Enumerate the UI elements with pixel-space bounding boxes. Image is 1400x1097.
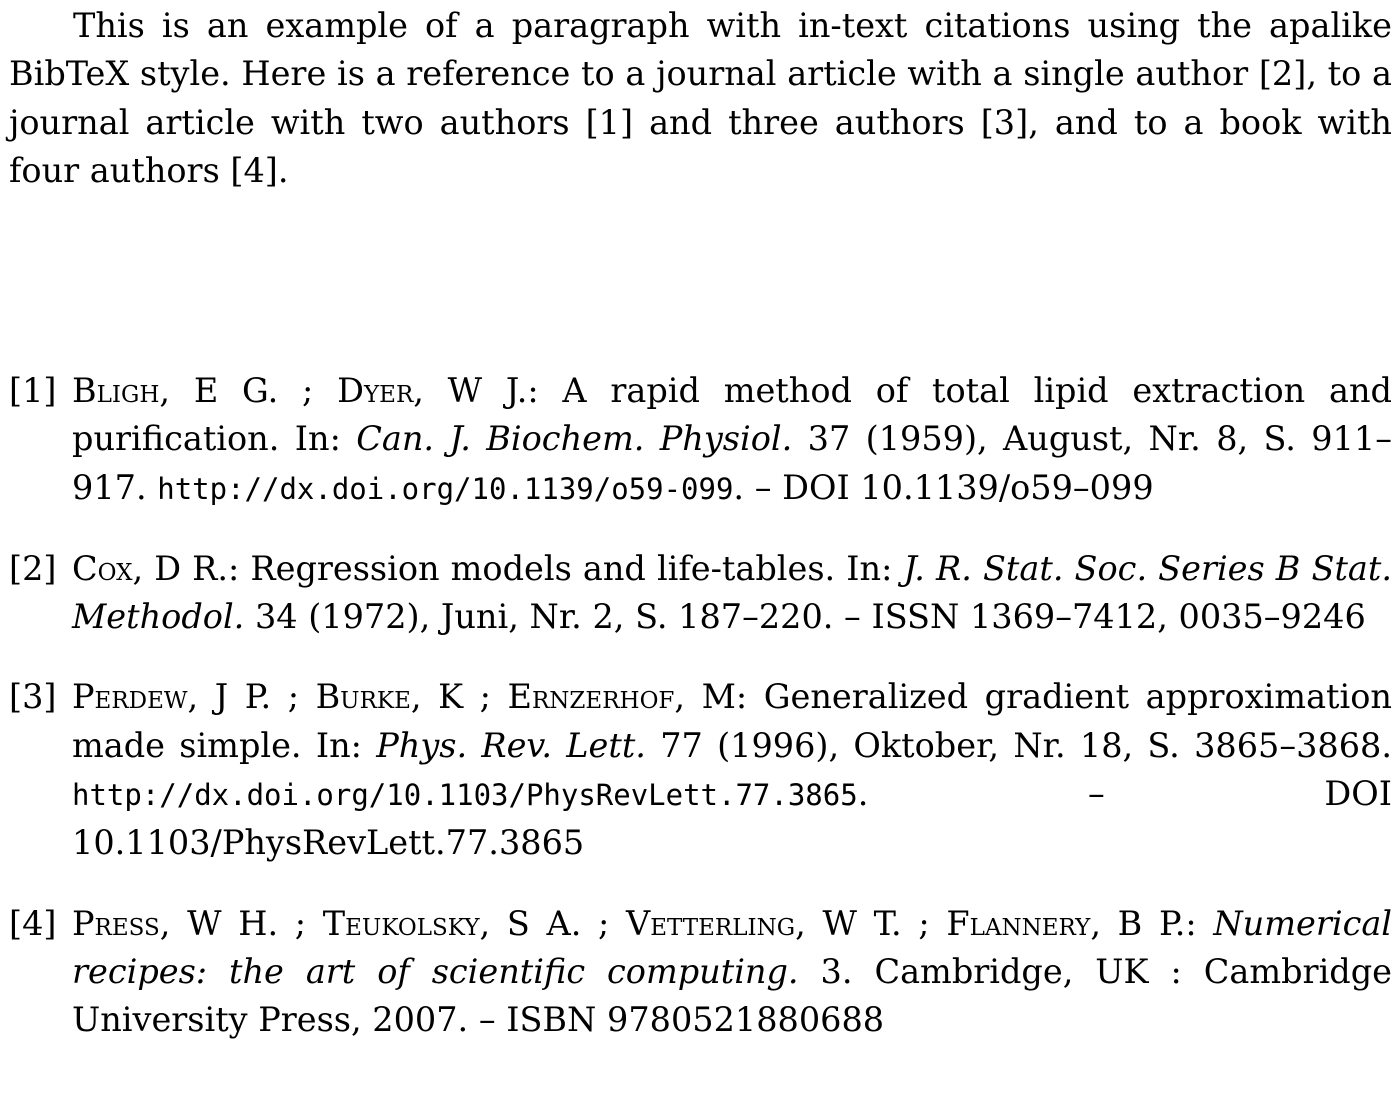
author-surname: Perdew	[72, 677, 188, 717]
body-paragraph: This is an example of a paragraph with in-text citations using the apalike BibTeX style. Here is a reference to a journal article with a single author [2], to a journal article with two authors [1] and three authors [3], and to a book with four authors [4].	[9, 6, 1392, 190]
reference-title: :	[1185, 903, 1214, 943]
author-initials: , M	[674, 677, 736, 717]
author-separator: ;	[901, 903, 947, 943]
bibliography	[9, 367, 1392, 1045]
reference-title: : Regression models and life-tables. In:	[228, 548, 904, 588]
author-surname: Teukolsky	[322, 903, 480, 943]
author-initials: , W T.	[795, 903, 902, 943]
author-surname: Burke	[315, 677, 411, 717]
reference-url-link[interactable]: http://dx.doi.org/10.1139/o59-099	[157, 471, 734, 506]
author-initials: , D R.	[132, 548, 229, 588]
author-initials: , E G.	[159, 371, 279, 410]
reference-entry	[9, 673, 1392, 867]
author-initials: , B P.	[1090, 903, 1186, 943]
reference-details: 77 (1996), Oktober, Nr. 18, S. 3865–3868.	[645, 725, 1392, 765]
reference-details: 34 (1972), Juni, Nr. 2, S. 187–220. – ISSN 1369–7412, 0035–9246	[244, 597, 1366, 637]
reference-details: 37 (1959), August, Nr. 8, S. 911–917.	[72, 419, 1392, 507]
author-separator: ;	[271, 677, 316, 717]
author-separator: ;	[278, 371, 338, 410]
reference-entry	[9, 367, 1392, 513]
reference-label: [4]	[9, 903, 57, 943]
reference-label: [3]	[9, 677, 57, 717]
author-separator: ;	[581, 903, 627, 943]
reference-entry	[9, 900, 1392, 1045]
author-surname: Dyer	[337, 371, 414, 410]
author-initials: , W J.	[413, 371, 528, 410]
journal-name: J. R. Stat. Soc. Series B Stat. Methodol.	[72, 548, 1392, 637]
author-initials: , W H.	[159, 903, 279, 943]
author-surname: Flannery	[946, 903, 1091, 943]
reference-label: [1]	[9, 371, 57, 410]
author-initials: , S A.	[479, 903, 582, 943]
author-initials: , K	[410, 677, 464, 717]
reference-tail: . – DOI 10.1139/o59–099	[733, 467, 1154, 507]
reference-entry	[9, 545, 1392, 642]
reference-label: [2]	[9, 548, 57, 588]
reference-details: 3. Cambridge, UK : Cambridge University Press, 2007. – ISBN 9780521880688	[72, 951, 1392, 1040]
author-surname: Ernzerhof	[507, 677, 675, 717]
reference-url-link[interactable]: http://dx.doi.org/10.1103/PhysRevLett.77.3865	[72, 778, 858, 813]
reference-title: : Generalized gradient approximation made simple. In:	[72, 677, 1392, 765]
author-surname: Vetterling	[626, 903, 796, 943]
journal-name: Can. J. Biochem. Physiol.	[356, 419, 793, 459]
author-surname: Press	[72, 903, 160, 943]
book-title: Numerical recipes: the art of scientific computing.	[72, 903, 1393, 991]
author-separator: ;	[278, 903, 323, 943]
author-initials: , J P.	[187, 677, 272, 717]
author-surname: Cox	[72, 548, 133, 588]
author-surname: Bligh	[72, 371, 160, 410]
document-page	[9, 0, 1393, 1040]
journal-name: Phys. Rev. Lett.	[376, 725, 646, 765]
reference-title: : A rapid method of total lipid extraction and purification. In:	[72, 371, 1392, 459]
reference-tail: . – DOI 10.1103/PhysRevLett.77.3865	[72, 774, 1392, 863]
author-separator: ;	[463, 677, 508, 717]
